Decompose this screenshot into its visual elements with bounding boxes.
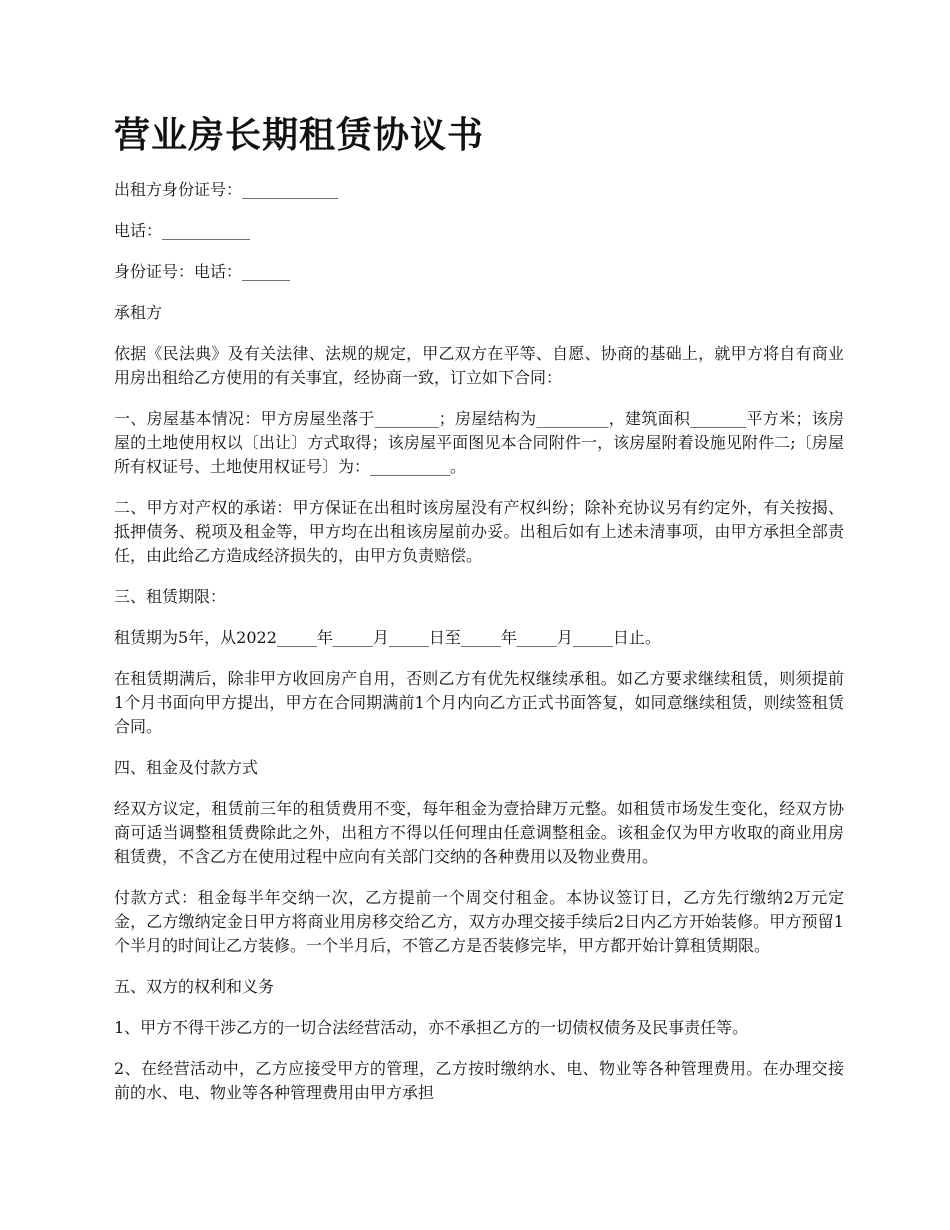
phone-line: 电话：___________ <box>114 221 251 240</box>
clause-1-property-info: 一、房屋基本情况：甲方房屋坐落于________；房屋结构为_________，建筑面积_______平方米；该房屋的土地使用权以〔出让〕方式取得；该房屋平面图见本合同附件一，该房屋附着设施见附件二;〔房屋所有权证号、土地使用权证号〕为：__________。 <box>114 409 844 476</box>
lessee-label: 承租方 <box>114 303 163 322</box>
lessor-id-line: 出租方身份证号：____________ <box>114 180 339 199</box>
renewal-paragraph: 在租赁期满后，除非甲方收回房产自用，否则乙方有优先权继续承租。如乙方要求继续租赁，则须提前1个月书面向甲方提出，甲方在合同期满前1个月内向乙方正式书面答复，如同意继续租赁，则续签租赁合同。 <box>114 669 844 736</box>
section-5-heading: 五、双方的权利和义务 <box>114 977 275 996</box>
lease-term-paragraph: 租赁期为5年，从2022_____年_____月_____日至_____年_____月_____日止。 <box>114 628 661 647</box>
document-title: 营业房长期租赁协议书 <box>114 115 485 156</box>
section-3-heading: 三、租赁期限： <box>114 587 227 606</box>
id-phone-line: 身份证号：电话：______ <box>114 262 291 281</box>
preamble-paragraph: 依据《民法典》及有关法律、法规的规定，甲乙双方在平等、自愿、协商的基础上，就甲方将自有商业用房出租给乙方使用的有关事宜，经协商一致，订立如下合同： <box>114 344 844 387</box>
obligation-2-paragraph: 2、在经营活动中，乙方应接受甲方的管理，乙方按时缴纳水、电、物业等各种管理费用。在办理交接前的水、电、物业等各种管理费用由甲方承担 <box>114 1059 844 1102</box>
clause-2-property-rights: 二、甲方对产权的承诺：甲方保证在出租时该房屋没有产权纠纷；除补充协议另有约定外，有关按揭、抵押债务、税项及租金等，甲方均在出租该房屋前办妥。出租后如有上述未清事项，由甲方承担全部责任，由此给乙方造成经济损失的，由甲方负责赔偿。 <box>114 498 844 565</box>
payment-method-paragraph: 付款方式：租金每半年交纳一次，乙方提前一个周交付租金。本协议签订日，乙方先行缴纳2万元定金，乙方缴纳定金日甲方将商业用房移交给乙方，双方办理交接手续后2日内乙方开始装修。甲方预留1个半月的时间让乙方装修。一个半月后，不管乙方是否装修完毕，甲方都开始计算租赁期限。 <box>114 888 844 955</box>
obligation-1-paragraph: 1、甲方不得干涉乙方的一切合法经营活动，亦不承担乙方的一切债权债务及民事责任等。 <box>114 1018 749 1037</box>
document-page <box>114 108 844 1122</box>
section-4-heading: 四、租金及付款方式 <box>114 758 259 777</box>
rent-paragraph: 经双方议定，租赁前三年的租赁费用不变，每年租金为壹拾肆万元整。如租赁市场发生变化，经双方协商可适当调整租赁费除此之外，出租方不得以任何理由任意调整租金。该租金仅为甲方收取的商业用房租赁费，不含乙方在使用过程中应向有关部门交纳的各种费用以及物业费用。 <box>114 799 844 866</box>
